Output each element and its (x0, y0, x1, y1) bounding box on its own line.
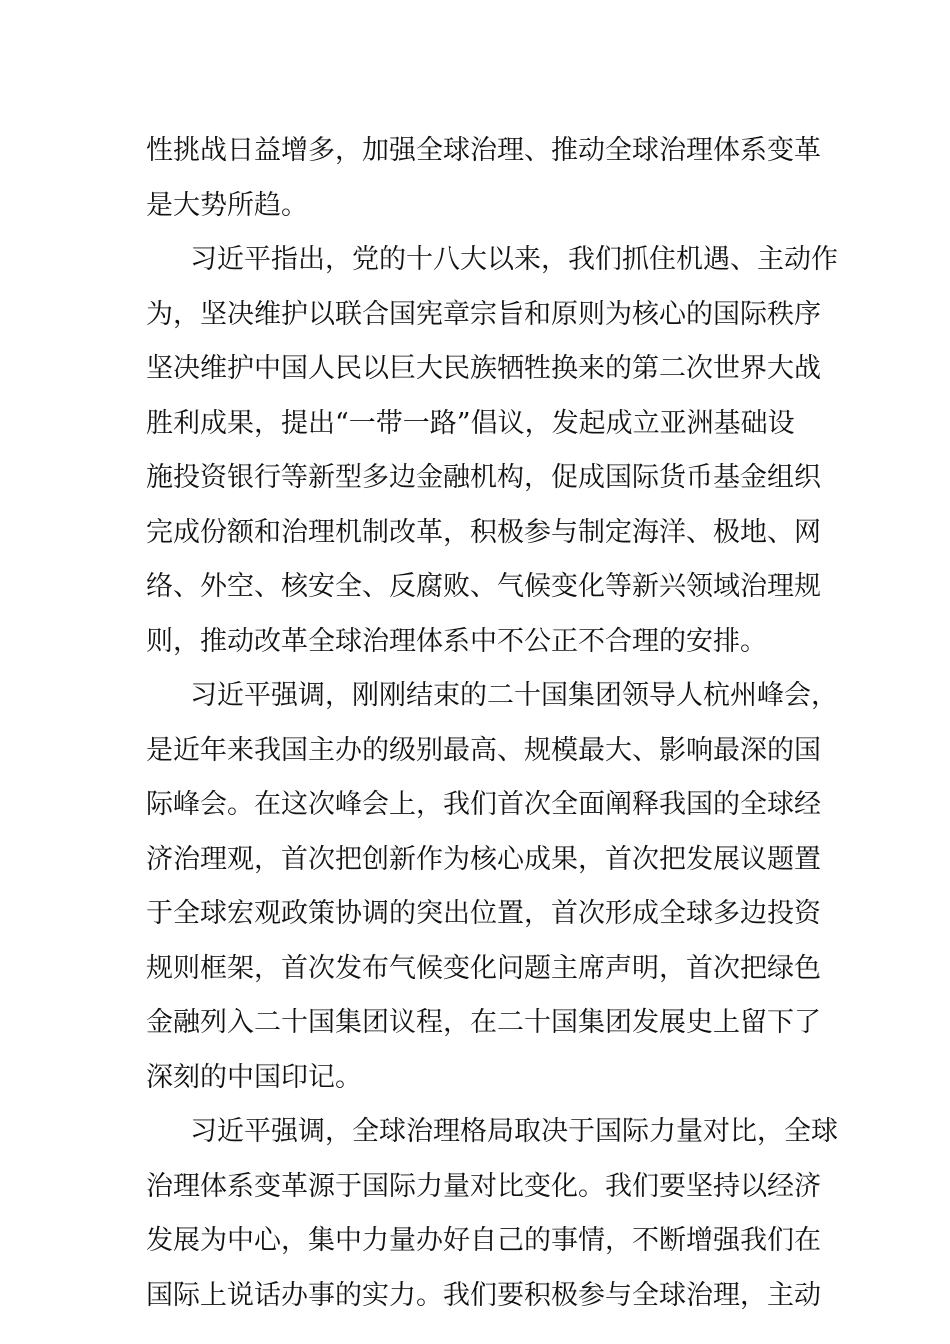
paragraph-2-line-7: 络、外空、核安全、反腐败、气候变化等新兴领域治理规 (146, 571, 821, 602)
paragraph-1-line-2: 是大势所趋。 (146, 189, 308, 221)
paragraph-3-line-3: 际峰会。在这次峰会上，我们首次全面阐释我国的全球经 (146, 789, 821, 820)
paragraph-4-line-1: 习近平强调，全球治理格局取决于国际力量对比，全球 (190, 1116, 838, 1147)
paragraph-2-line-5: 施投资银行等新型多边金融机构，促成国际货币基金组织 (146, 462, 821, 493)
paragraph-3-line-4: 济治理观，首次把创新作为核心成果，首次把发展议题置 (146, 843, 821, 875)
paragraph-2-line-4: 胜利成果，提出“一带一路”倡议，发起成立亚洲基础设 (146, 407, 795, 439)
paragraph-3-line-7: 金融列入二十国集团议程，在二十国集团发展史上留下了 (146, 1007, 821, 1038)
paragraph-4-line-2: 治理体系变革源于国际力量对比变化。我们要坚持以经济 (146, 1170, 821, 1202)
paragraph-3-line-5: 于全球宏观政策协调的突出位置，首次形成全球多边投资 (146, 898, 821, 929)
paragraph-4-line-3: 发展为中心，集中力量办好自己的事情，不断增强我们在 (146, 1225, 821, 1256)
paragraph-2-line-3: 坚决维护中国人民以巨大民族牺牲换来的第二次世界大战 (146, 353, 821, 384)
paragraph-2-line-2: 为，坚决维护以联合国宪章宗旨和原则为核心的国际秩序 (146, 298, 821, 330)
paragraph-3-line-6: 规则框架，首次发布气候变化问题主席声明，首次把绿色 (146, 952, 821, 984)
paragraph-2-line-1: 习近平指出，党的十八大以来，我们抓住机遇、主动作 (190, 244, 838, 275)
paragraph-4-line-4: 国际上说话办事的实力。我们要积极参与全球治理，主动 (146, 1279, 821, 1311)
paragraph-3-line-2: 是近年来我国主办的级别最高、规模最大、影响最深的国 (146, 734, 821, 766)
paragraph-2-line-8: 则，推动改革全球治理体系中不公正不合理的安排。 (146, 625, 767, 657)
body-text (146, 124, 838, 1323)
paragraph-3-line-8: 深刻的中国印记。 (146, 1061, 362, 1093)
paragraph-3-line-1: 习近平强调，刚刚结束的二十国集团领导人杭州峰会， (190, 680, 838, 711)
paragraph-1-line-1: 性挑战日益增多，加强全球治理、推动全球治理体系变革 (146, 135, 821, 166)
paragraph-2-line-6: 完成份额和治理机制改革，积极参与制定海洋、极地、网 (146, 516, 821, 548)
